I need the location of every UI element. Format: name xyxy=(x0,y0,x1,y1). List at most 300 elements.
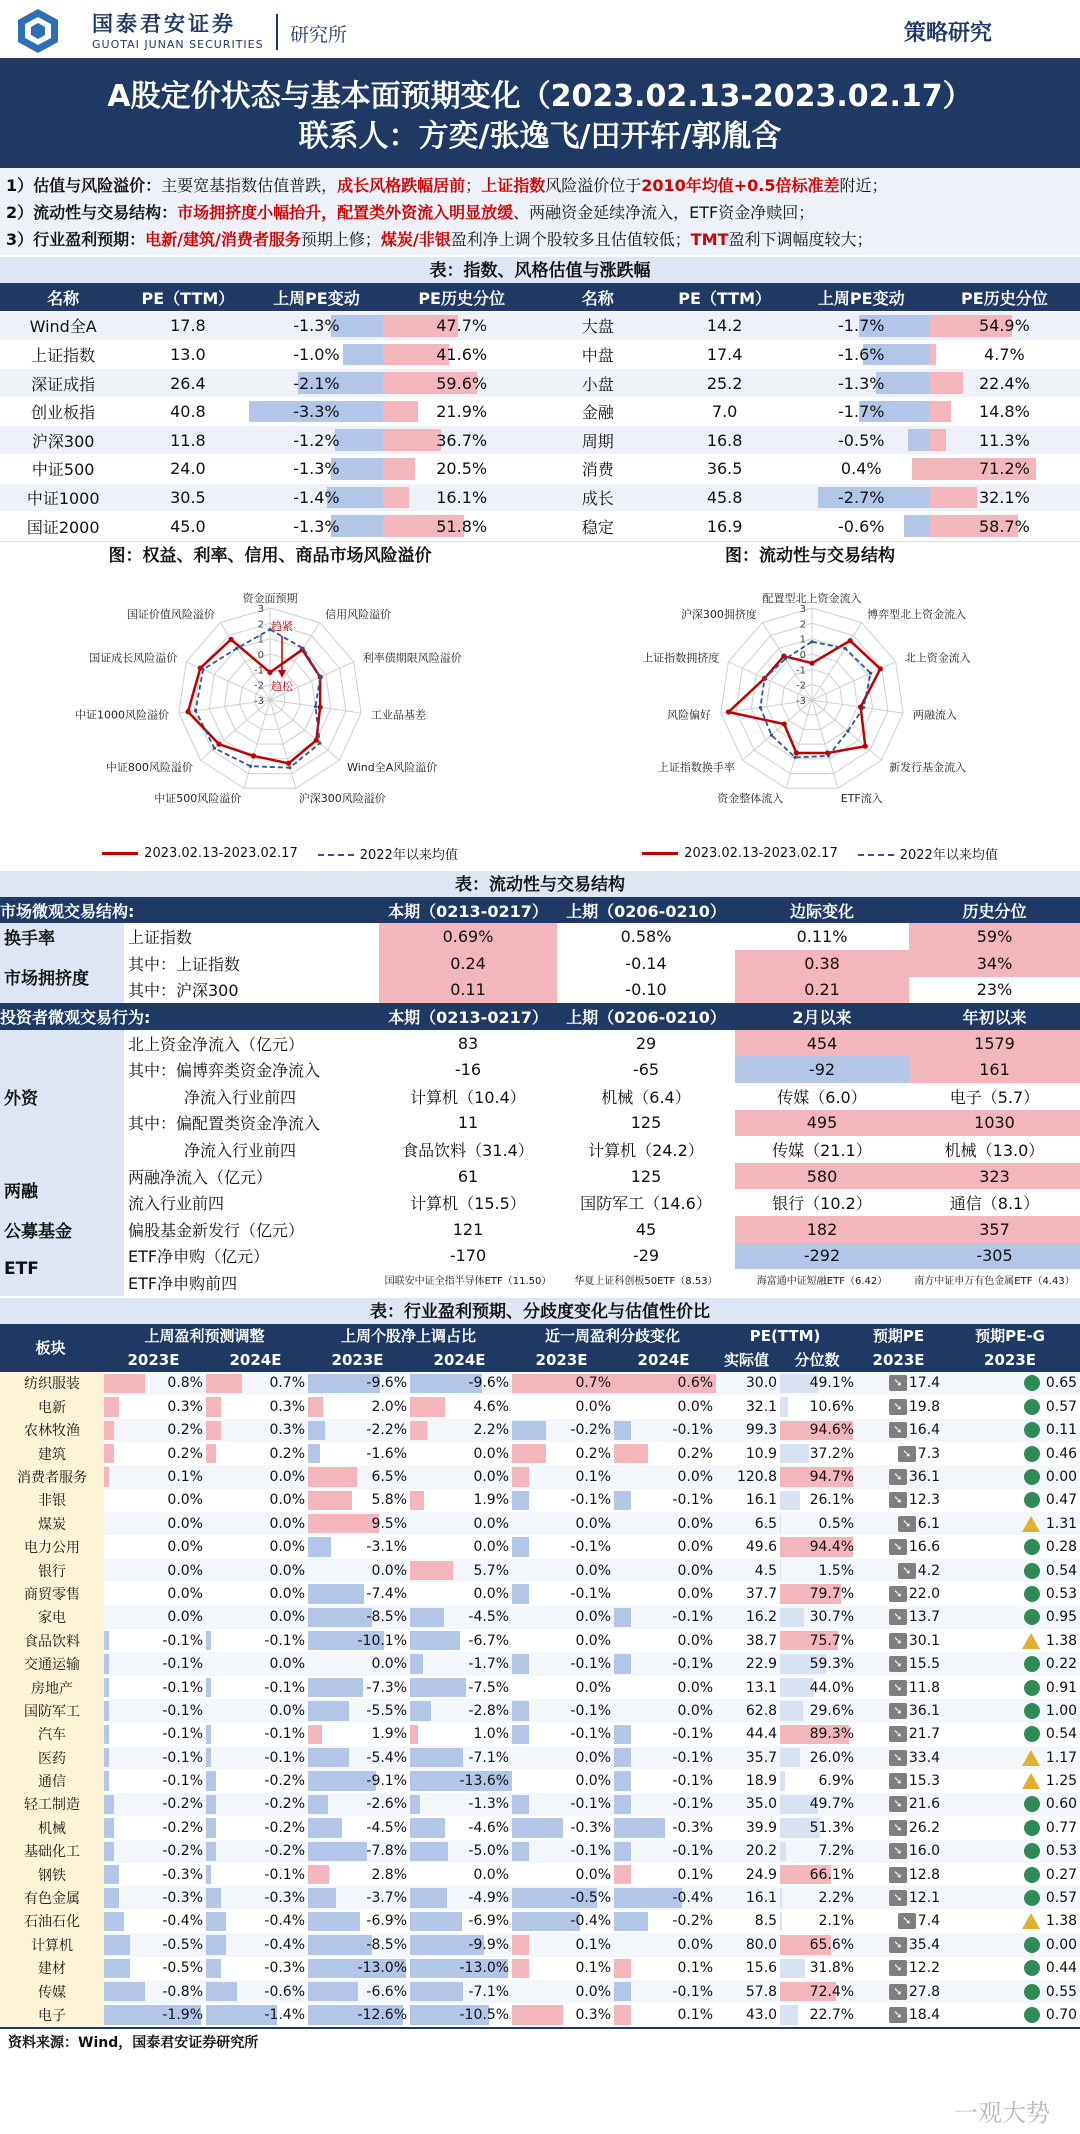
value-bar xyxy=(512,1701,529,1720)
bar-cell xyxy=(383,397,540,426)
bar-value: -0.2% xyxy=(162,1796,203,1813)
pe-percentile xyxy=(780,1699,857,1722)
forward-pe xyxy=(857,1933,943,1956)
bar-value: 0.0% xyxy=(575,1983,612,2000)
table-cell: 323 xyxy=(909,1163,1080,1190)
forward-pe xyxy=(857,1699,943,1722)
sector-name: 非银 xyxy=(0,1489,104,1512)
percentile-value: 7.2% xyxy=(818,1843,855,1860)
sector-name: 商贸零售 xyxy=(0,1582,104,1605)
bar-cell xyxy=(410,1910,512,1933)
value-bar xyxy=(206,1678,211,1697)
trend-arrow-icon: ➘ xyxy=(889,1422,907,1438)
peg xyxy=(943,1933,1080,1956)
radar-point xyxy=(869,671,872,674)
bar-value: -5.0% xyxy=(468,1843,510,1860)
bar-cell xyxy=(206,1723,308,1746)
forward-pe-value: 12.1 xyxy=(908,1890,941,1907)
percentile-value: 6.9% xyxy=(818,1773,855,1790)
bar-cell xyxy=(512,1606,614,1629)
bar-value: 0.0% xyxy=(677,1702,714,1719)
bar-cell xyxy=(512,1863,614,1886)
industry-table xyxy=(0,1324,1080,2027)
table-row xyxy=(0,1110,1080,1137)
bar-cell xyxy=(206,2003,308,2026)
legend-item-current: 2023.02.13-2023.02.17 xyxy=(102,846,298,861)
radar-point xyxy=(844,647,847,650)
value-bar xyxy=(780,1912,782,1931)
bar-cell xyxy=(383,483,540,512)
table-cell: 0.69% xyxy=(379,923,557,950)
bar-cell xyxy=(512,1957,614,1980)
sector-name: 机械 xyxy=(0,1816,104,1839)
table-cell: 边际变化 xyxy=(735,897,909,924)
bar-value: -0.3% xyxy=(264,1890,306,1907)
bar-cell xyxy=(308,1840,410,1863)
radar-point xyxy=(794,750,799,755)
bar-value: 0.1% xyxy=(167,1469,203,1485)
green-circle-icon xyxy=(1024,1843,1040,1859)
radar-axis-label: 工业品基差 xyxy=(370,708,426,722)
bar-cell xyxy=(206,1957,308,1980)
pe-percentile xyxy=(780,2003,857,2026)
bar-cell xyxy=(614,1980,716,2003)
value-bar xyxy=(308,1888,336,1907)
table-cell: 36.5 xyxy=(656,455,794,484)
summary-text: 市场拥挤度小幅抬升，配置类外资流入明显放缓 xyxy=(177,203,514,222)
bar-value: 0.7% xyxy=(269,1375,306,1392)
pe-actual: 44.4 xyxy=(745,1726,778,1743)
forward-pe xyxy=(857,1395,943,1418)
green-circle-icon xyxy=(1024,2007,1040,2023)
table-cell: 1579 xyxy=(909,1030,1080,1057)
bar-value: 21.9% xyxy=(436,402,488,422)
bar-value: -1.6% xyxy=(838,344,885,364)
bar-value: 0.6% xyxy=(677,1375,714,1392)
value-bar xyxy=(104,1678,109,1697)
sector-name: 电子 xyxy=(0,2003,104,2026)
table-row xyxy=(0,1957,1080,1980)
pe-actual: 39.9 xyxy=(745,1819,778,1836)
bar-cell xyxy=(410,1816,512,1839)
table-row xyxy=(0,1243,1080,1270)
radar-spoke xyxy=(200,700,270,760)
forward-pe-value: 16.6 xyxy=(908,1539,941,1556)
value-bar xyxy=(308,1818,342,1837)
pe-actual: 38.7 xyxy=(745,1632,778,1649)
bar-value: 36.7% xyxy=(436,430,488,450)
table-cell: 市场微观交易结构: xyxy=(0,897,379,924)
bar-value: -0.1% xyxy=(162,1679,203,1696)
bar-cell xyxy=(104,1746,206,1769)
bar-value: -8.5% xyxy=(366,1609,408,1626)
summary-text: 主要宽基指数估值普跌， xyxy=(161,176,338,195)
table-row xyxy=(0,1512,1080,1535)
bar-cell xyxy=(512,1816,614,1839)
pe-percentile xyxy=(780,1582,857,1605)
green-circle-icon xyxy=(1024,1680,1040,1696)
bar-cell xyxy=(614,1840,716,1863)
bar-value: 5.7% xyxy=(473,1562,510,1579)
value-bar xyxy=(614,1444,648,1463)
forward-pe xyxy=(857,1629,943,1652)
table-cell: 华夏上证科创板50ETF（8.53） xyxy=(574,1276,718,1288)
radar-axis-label: 资金面预期 xyxy=(242,591,298,605)
bar-cell xyxy=(206,1769,308,1792)
pe-percentile xyxy=(780,1910,857,1933)
sector-name: 食品饮料 xyxy=(0,1629,104,1652)
pe-actual: 99.3 xyxy=(745,1422,778,1439)
bar-cell xyxy=(410,1559,512,1582)
sector-name: 通信 xyxy=(0,1769,104,1792)
bar-cell xyxy=(614,1652,716,1675)
value-bar xyxy=(104,1701,109,1720)
table-cell: 125 xyxy=(630,1113,662,1133)
warning-triangle-icon xyxy=(1022,1773,1040,1789)
bar-value: -9.1% xyxy=(366,1773,408,1790)
col-group-forecast-adj: 上周盈利预测调整 xyxy=(104,1324,308,1348)
bar-value: 0.0% xyxy=(167,1515,203,1532)
summary-text: 上证指数 xyxy=(481,176,546,195)
bar-value: 0.0% xyxy=(677,1585,714,1602)
value-bar xyxy=(512,2005,563,2024)
bar-cell xyxy=(383,512,540,541)
table-cell: 创业板指 xyxy=(0,397,126,426)
bar-cell xyxy=(308,1957,410,1980)
bar-value: 41.6% xyxy=(436,344,488,364)
table-cell: 83 xyxy=(457,1033,479,1053)
value-bar xyxy=(929,401,951,423)
bar-cell xyxy=(104,1957,206,1980)
bar-value: -0.1% xyxy=(672,1983,714,2000)
table-cell: 上证指数 xyxy=(0,340,126,369)
value-bar xyxy=(410,1654,423,1673)
header-divider xyxy=(276,14,278,50)
bar-value: -0.1% xyxy=(162,1702,203,1719)
table-row xyxy=(0,1723,1080,1746)
bar-cell xyxy=(929,426,1080,455)
bar-cell xyxy=(206,1489,308,1512)
bar-cell xyxy=(383,312,540,341)
radar-point xyxy=(763,677,766,680)
bar-value: 0.0% xyxy=(167,1492,203,1509)
peg-value: 0.46 xyxy=(1045,1445,1078,1462)
bar-value: 0.0% xyxy=(575,1773,612,1790)
peg-value: 0.00 xyxy=(1045,1936,1078,1953)
percentile-value: 94.7% xyxy=(809,1469,855,1485)
value-bar xyxy=(614,1748,631,1767)
trend-arrow-icon: ➘ xyxy=(889,2007,907,2023)
bar-cell xyxy=(206,1840,308,1863)
sector-name: 农林牧渔 xyxy=(0,1419,104,1442)
watermark: 一观大势 xyxy=(954,2099,1050,2127)
col-header: PE历史分位 xyxy=(929,283,1080,312)
value-bar xyxy=(929,487,978,509)
table-row xyxy=(0,1816,1080,1839)
table-cell: 北上资金净流入（亿元） xyxy=(128,1034,305,1054)
radar-tick-label: 3 xyxy=(257,603,264,615)
summary-text: 盈利净上调个股较多且估值较低； xyxy=(450,230,691,249)
bar-cell xyxy=(512,1489,614,1512)
value-bar xyxy=(308,1725,322,1744)
bar-value: -8.5% xyxy=(366,1936,408,1953)
value-bar xyxy=(929,429,946,451)
summary-text: 3）行业盈利预期： xyxy=(6,230,146,249)
peg xyxy=(943,1419,1080,1442)
risk-premium-chart xyxy=(0,542,540,869)
value-bar xyxy=(308,1982,358,2001)
value-bar xyxy=(206,1771,216,1790)
bar-cell xyxy=(206,1372,308,1395)
bar-value: -6.6% xyxy=(366,1983,408,2000)
forward-pe xyxy=(857,1559,943,1582)
liquidity-radar xyxy=(540,570,1080,832)
report-title-box xyxy=(0,62,1080,168)
summary-text: 电新/建筑/消费者服务 xyxy=(145,230,301,249)
col-header: PE历史分位 xyxy=(383,283,540,312)
peg xyxy=(943,1723,1080,1746)
table-cell: ETF净申购前四 xyxy=(128,1273,238,1293)
radar-point xyxy=(302,647,305,650)
col-group-pe-ttm: PE(TTM) xyxy=(716,1324,857,1348)
radar-point xyxy=(770,733,773,736)
bar-cell xyxy=(614,1676,716,1699)
bar-cell xyxy=(614,1442,716,1465)
bar-value: -0.5% xyxy=(838,430,885,450)
summary-line xyxy=(6,199,1074,226)
bar-value: 0.0% xyxy=(677,1539,714,1556)
pe-percentile xyxy=(780,1512,857,1535)
radar-point xyxy=(216,741,221,746)
pe-percentile xyxy=(780,1489,857,1512)
bar-value: -0.3% xyxy=(570,1819,612,1836)
bar-cell xyxy=(410,1652,512,1675)
radar-axis-label: 两融流入 xyxy=(912,708,957,722)
percentile-value: 44.0% xyxy=(809,1679,855,1696)
bar-value: -0.1% xyxy=(570,1702,612,1719)
green-circle-icon xyxy=(1024,1446,1040,1462)
bar-value: -10.5% xyxy=(459,2006,510,2023)
bar-cell xyxy=(614,1395,716,1418)
bar-cell xyxy=(512,1769,614,1792)
bar-value: 16.1% xyxy=(436,487,488,507)
table-row xyxy=(0,397,1080,426)
chart2-title: 图：流动性与交易结构 xyxy=(540,542,1080,570)
bar-cell xyxy=(512,1723,614,1746)
sector-name: 交通运输 xyxy=(0,1652,104,1675)
value-bar xyxy=(206,1444,216,1463)
green-circle-icon xyxy=(1024,1984,1040,2000)
bar-value: -1.3% xyxy=(838,373,885,393)
table-row xyxy=(0,312,1080,341)
forward-pe xyxy=(857,1769,943,1792)
bar-cell xyxy=(249,312,383,341)
chart1-title: 图：权益、利率、信用、商品市场风险溢价 xyxy=(0,542,540,570)
bar-value: 0.0% xyxy=(473,1515,510,1532)
value-bar xyxy=(912,458,928,480)
table-cell: 南方中证申万有色金属ETF（4.43） xyxy=(914,1276,1075,1288)
bar-value: 0.0% xyxy=(575,1749,612,1766)
bar-value: -12.6% xyxy=(357,2006,408,2023)
bar-cell xyxy=(929,340,1080,369)
value-bar xyxy=(383,458,415,480)
trend-arrow-icon: ➘ xyxy=(889,1960,907,1976)
peg xyxy=(943,1793,1080,1816)
bar-cell xyxy=(308,1465,410,1488)
peg xyxy=(943,1957,1080,1980)
trend-arrow-icon: ➘ xyxy=(889,1703,907,1719)
forward-pe xyxy=(857,1652,943,1675)
percentile-value: 49.1% xyxy=(809,1375,855,1392)
table-row xyxy=(0,1056,1080,1083)
bar-value: 0.0% xyxy=(269,1469,306,1485)
radar-point xyxy=(319,675,322,678)
col-header: 上周PE变动 xyxy=(249,283,383,312)
bar-cell xyxy=(104,1629,206,1652)
bar-cell xyxy=(308,2003,410,2026)
radar-point xyxy=(848,638,853,643)
bar-cell xyxy=(410,1535,512,1558)
bar-cell xyxy=(206,1465,308,1488)
table-cell: 24.0 xyxy=(126,455,249,484)
forward-pe xyxy=(857,1886,943,1909)
table-cell: 流入行业前四 xyxy=(128,1194,225,1214)
pe-percentile xyxy=(780,1372,857,1395)
sector-name: 煤炭 xyxy=(0,1512,104,1535)
table-cell: 投资者微观交易行为: xyxy=(0,1003,379,1030)
table-cell: 61 xyxy=(457,1166,479,1186)
bar-cell xyxy=(794,369,929,398)
forward-pe xyxy=(857,1746,943,1769)
radar-tick-label: 1 xyxy=(257,634,264,646)
bar-cell xyxy=(206,1699,308,1722)
bar-cell xyxy=(512,2003,614,2026)
bar-value: 0.0% xyxy=(269,1609,306,1626)
forward-pe-value: 7.3 xyxy=(917,1445,941,1462)
bar-cell xyxy=(410,1933,512,1956)
value-bar xyxy=(614,1654,631,1673)
table-cell: 电子（5.7） xyxy=(949,1087,1040,1107)
value-bar xyxy=(780,1561,781,1580)
forward-pe-value: 4.2 xyxy=(917,1562,941,1579)
table-cell: 580 xyxy=(735,1163,909,1190)
bar-cell xyxy=(104,1769,206,1792)
pe-actual: 16.2 xyxy=(745,1609,778,1626)
bar-cell xyxy=(410,1465,512,1488)
forward-pe-value: 36.1 xyxy=(908,1702,941,1719)
peg-value: 0.95 xyxy=(1045,1609,1078,1626)
bar-cell xyxy=(104,1863,206,1886)
peg xyxy=(943,1372,1080,1395)
value-bar xyxy=(383,487,408,509)
table-cell: -29 xyxy=(632,1246,660,1266)
radar-tick-label: 0 xyxy=(257,649,264,661)
value-bar xyxy=(308,1842,367,1861)
bar-value: -0.2% xyxy=(264,1843,306,1860)
radar-point xyxy=(228,637,233,642)
bar-cell xyxy=(614,1606,716,1629)
radar-point xyxy=(784,657,787,660)
radar-tick-label: 3 xyxy=(799,603,806,615)
value-bar xyxy=(383,429,440,451)
table-cell: 上期（0206-0210） xyxy=(557,1003,735,1030)
bar-cell xyxy=(383,426,540,455)
radar-axis-label: 上证指数换手率 xyxy=(657,760,735,774)
bar-cell xyxy=(614,1465,716,1488)
value-bar xyxy=(343,344,384,366)
warning-triangle-icon xyxy=(1022,1516,1040,1532)
table-cell: 13.0 xyxy=(126,340,249,369)
percentile-value: 0.5% xyxy=(818,1515,855,1532)
bar-cell xyxy=(308,1489,410,1512)
table-cell: 中盘 xyxy=(540,340,656,369)
bar-cell xyxy=(410,1582,512,1605)
bar-cell xyxy=(614,1699,716,1722)
sector-name: 基础化工 xyxy=(0,1840,104,1863)
value-bar xyxy=(908,429,928,451)
bar-value: 0.3% xyxy=(269,1422,306,1439)
pe-percentile xyxy=(780,1980,857,2003)
value-bar xyxy=(780,1491,800,1510)
bar-value: -4.5% xyxy=(468,1609,510,1626)
peg xyxy=(943,1886,1080,1909)
bar-cell xyxy=(614,1559,716,1582)
value-bar xyxy=(614,1795,631,1814)
sector-name: 建筑 xyxy=(0,1442,104,1465)
table-row xyxy=(0,1699,1080,1722)
radar-point xyxy=(862,706,865,709)
bar-cell xyxy=(308,1372,410,1395)
summary-text: 2）流动性与交易结构： xyxy=(6,203,178,222)
radar-axis-label: ETF流入 xyxy=(840,791,883,805)
value-bar xyxy=(410,1491,424,1510)
table-cell: 34% xyxy=(909,950,1080,977)
bar-value: -0.4% xyxy=(264,1936,306,1953)
sector-name: 电力公用 xyxy=(0,1535,104,1558)
radar-axis-label: 资金整体流入 xyxy=(717,791,784,805)
table-cell: 净流入行业前四 xyxy=(184,1140,297,1160)
percentile-value: 75.7% xyxy=(809,1632,855,1649)
bar-value: 0.3% xyxy=(269,1398,306,1415)
sector-name: 轻工制造 xyxy=(0,1793,104,1816)
table-cell: 中证1000 xyxy=(0,483,126,512)
bar-cell xyxy=(512,1419,614,1442)
forward-pe xyxy=(857,1606,943,1629)
peg-value: 0.27 xyxy=(1045,1866,1078,1883)
green-circle-icon xyxy=(1024,1586,1040,1602)
bar-cell xyxy=(104,1395,206,1418)
peg-value: 0.54 xyxy=(1045,1562,1078,1579)
bar-cell xyxy=(104,1489,206,1512)
value-bar xyxy=(512,1537,529,1556)
bar-value: 0.2% xyxy=(575,1445,612,1462)
forward-pe xyxy=(857,1793,943,1816)
forward-pe-value: 12.8 xyxy=(908,1866,941,1883)
value-bar xyxy=(410,1725,418,1744)
peg-value: 1.38 xyxy=(1045,1913,1078,1930)
bar-cell xyxy=(512,1465,614,1488)
value-bar xyxy=(206,1888,221,1907)
value-bar xyxy=(410,1982,463,2001)
peg-value: 0.28 xyxy=(1045,1539,1078,1556)
percentile-value: 30.7% xyxy=(809,1609,855,1626)
pe-actual: 13.1 xyxy=(745,1679,778,1696)
pe-percentile xyxy=(780,1652,857,1675)
company-logo-icon xyxy=(14,7,62,55)
table-row xyxy=(0,1489,1080,1512)
bar-cell xyxy=(410,1886,512,1909)
value-bar xyxy=(512,1444,546,1463)
